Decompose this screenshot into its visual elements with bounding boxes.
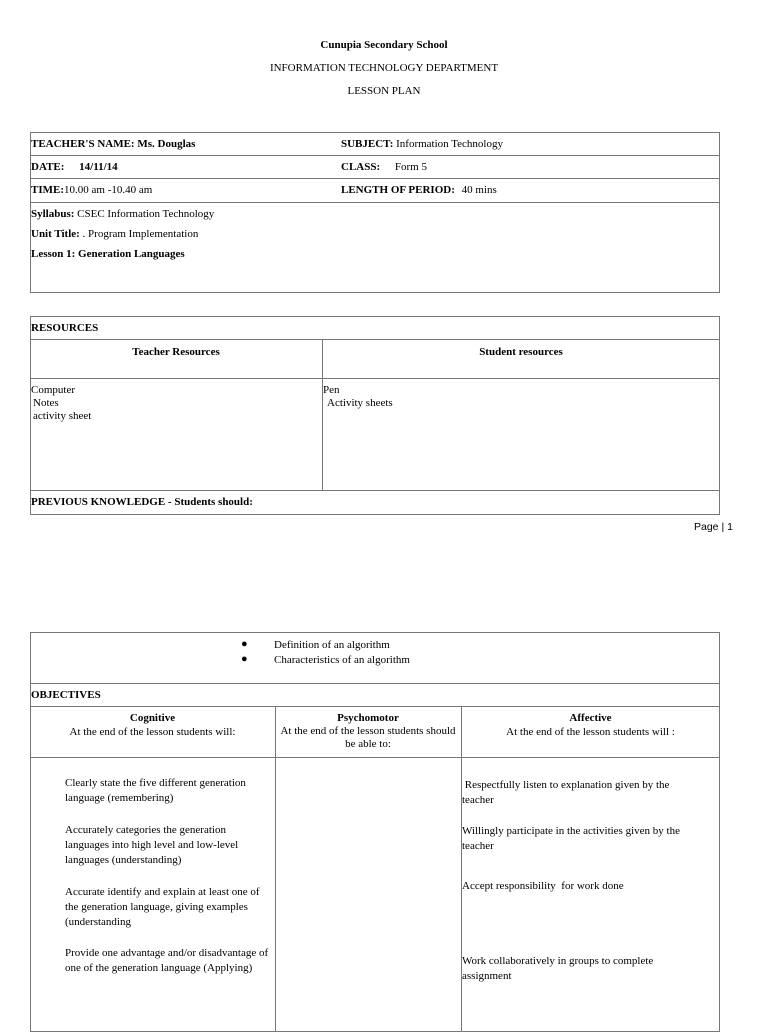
previous-knowledge-heading: PREVIOUS KNOWLEDGE - Students should: [31, 496, 253, 508]
student-resources-header: Student resources [479, 346, 563, 358]
resources-column-divider [322, 339, 323, 490]
prior-knowledge-item: Definition of an algorithm [274, 639, 390, 651]
affective-title: Affective [569, 712, 612, 724]
prior-knowledge-item: Characteristics of an algorithm [274, 654, 410, 666]
objectives-divider [30, 757, 720, 758]
cognitive-item: Accurately categories the generation languages into high level and low-level languages (understanding) [65, 824, 239, 866]
objectives-title: OBJECTIVES [31, 689, 101, 701]
cognitive-header [30, 711, 275, 739]
date-value: 14/11/14 [79, 161, 118, 173]
teacher-name-label: TEACHER'S NAME: [31, 138, 135, 150]
syllabus-value: CSEC Information Technology [77, 208, 215, 220]
subject-value: Information Technology [396, 138, 503, 150]
cognitive-item: Provide one advantage and/or disadvantage of one of the generation language (Applying) [65, 947, 269, 974]
cognitive-item: Clearly state the five different generation language (remembering) [65, 777, 246, 804]
objectives-column-divider [275, 706, 276, 1032]
subject-row [341, 137, 503, 151]
affective-header [461, 711, 720, 739]
document-title: LESSON PLAN [347, 85, 421, 97]
school-name: Cunupia Secondary School [320, 39, 448, 51]
affective-item: Willingly participate in the activities given by the teacher [462, 825, 680, 852]
psychomotor-header [275, 711, 461, 751]
period-value: 40 mins [461, 184, 497, 196]
page-number: Page | 1 [694, 521, 733, 533]
student-resources-list [323, 384, 393, 410]
class-value: Form 5 [394, 161, 427, 173]
time-value: 10.00 am -10.40 am [64, 184, 153, 196]
list-item: Activity sheets [327, 397, 393, 409]
time-row [31, 183, 152, 197]
department-name: INFORMATION TECHNOLOGY DEPARTMENT [269, 62, 499, 74]
bullet-icon: ● [241, 653, 248, 665]
list-item: Computer [31, 384, 75, 396]
cognitive-item: Accurate identify and explain at least one of the generation language, giving examples (understanding [65, 886, 260, 928]
resources-title: RESOURCES [31, 322, 99, 334]
period-label: LENGTH OF PERIOD: [341, 184, 455, 196]
resources-divider [30, 490, 720, 491]
class-label: CLASS: [341, 161, 381, 173]
list-item: activity sheet [33, 410, 92, 422]
affective-subtitle: At the end of the lesson students will : [506, 726, 675, 738]
details-divider [30, 155, 720, 156]
lesson-title: Lesson 1: Generation Languages [31, 248, 185, 260]
syllabus-label: Syllabus: [31, 208, 75, 220]
date-row [31, 160, 118, 174]
unit-value: . Program Implementation [82, 228, 199, 240]
teacher-resources-header: Teacher Resources [132, 346, 220, 358]
date-label: DATE: [31, 161, 65, 173]
affective-item: Respectfully listen to explanation given by the teacher [462, 779, 673, 806]
period-row [341, 183, 497, 197]
teacher-name-value: Ms. Douglas [137, 138, 196, 150]
unit-label: Unit Title: [31, 228, 80, 240]
bullet-icon: ● [241, 638, 248, 650]
affective-item: Accept responsibility for work done [462, 880, 624, 892]
resources-divider [30, 339, 720, 340]
unit-row [31, 227, 198, 241]
syllabus-row [31, 207, 214, 221]
affective-item: Work collaboratively in groups to complete assignment [462, 955, 654, 982]
class-row [341, 160, 427, 174]
subject-label: SUBJECT: [341, 138, 394, 150]
objectives-divider [30, 706, 720, 707]
cognitive-subtitle: At the end of the lesson students will: [69, 726, 236, 738]
psychomotor-title: Psychomotor [337, 712, 399, 724]
teacher-resources-list [31, 384, 91, 423]
objectives-divider [30, 683, 720, 684]
time-label: TIME: [31, 184, 64, 196]
details-divider [30, 178, 720, 179]
details-divider [30, 202, 720, 203]
resources-divider [30, 378, 720, 379]
list-item: Notes [33, 397, 59, 409]
teacher-name-row [31, 137, 195, 151]
list-item: Pen [323, 384, 340, 396]
psychomotor-subtitle: At the end of the lesson students should be able to: [280, 725, 456, 750]
cognitive-title: Cognitive [129, 712, 176, 724]
